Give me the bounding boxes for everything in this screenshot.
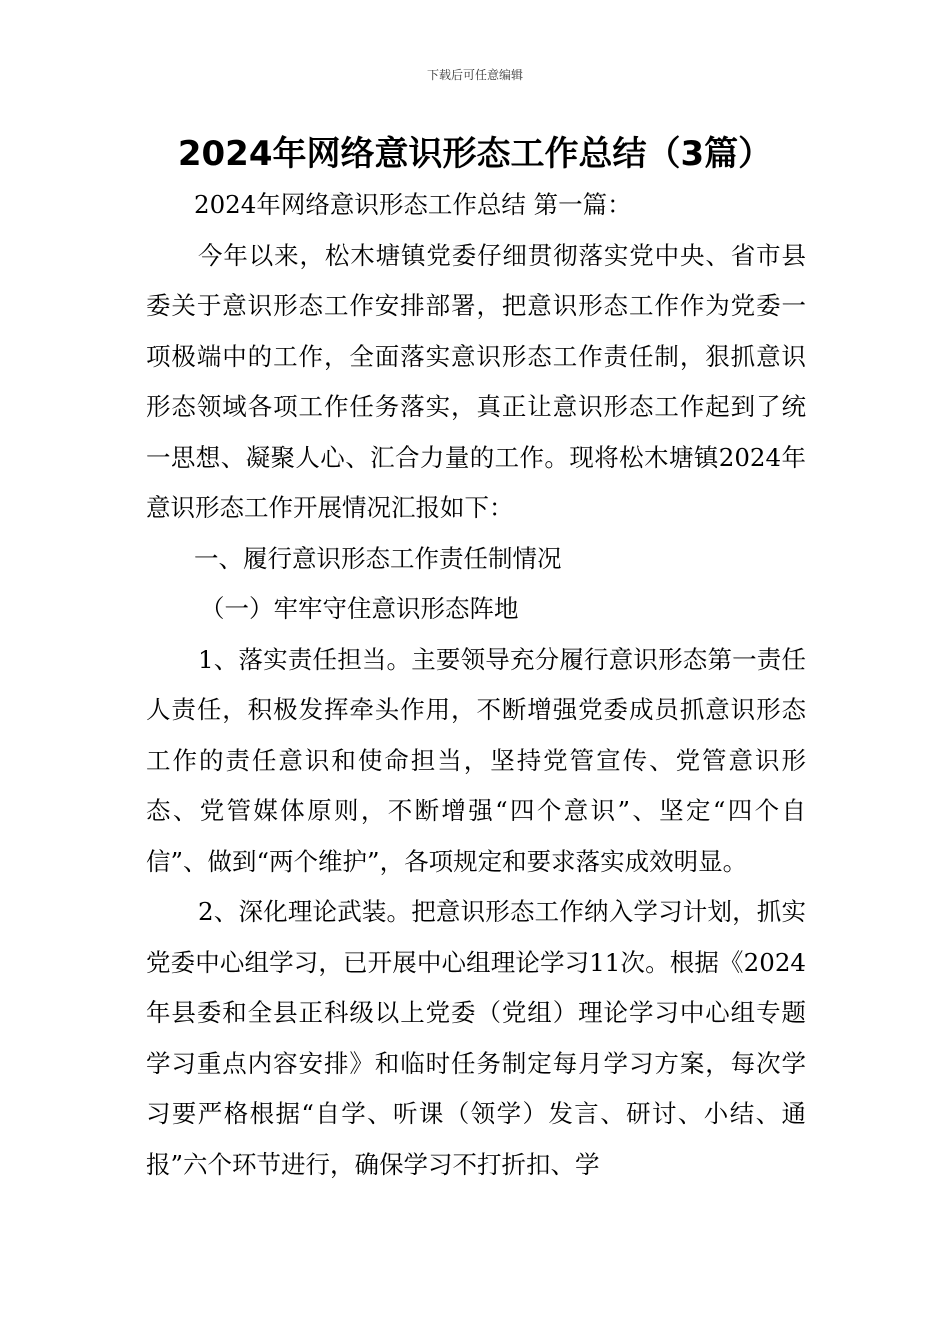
paragraph-item-2: 2、深化理论武装。把意识形态工作纳入学习计划，抓实党委中心组学习，已开展中心组理论学习11次。根据《2024年县委和全县正科级以上党委（党组）理论学习中心组专题学习重点内容安排》和临时任务制定每月学习方案，每次学习要严格根据“自学、听课（领学）发言、研讨、小结、通报”六个环节进行，确保学习不打折扣、学 (146, 897, 806, 1179)
section-subtitle: 2024年网络意识形态工作总结 第一篇： (194, 190, 632, 219)
paragraph-item-1: 1、落实责任担当。主要领导充分履行意识形态第一责任人责任，积极发挥牵头作用，不断增强党委成员抓意识形态工作的责任意识和使命担当，坚持党管宣传、党管意识形态、党管媒体原则，不断增强“四个意识”、坚定“四个自信”、做到“两个维护”，各项规定和要求落实成效明显。 (146, 644, 806, 876)
subsection-heading-1: （一）牢牢守住意识形态阵地 (200, 594, 519, 623)
section-heading-1: 一、履行意识形态工作责任制情况 (194, 543, 562, 573)
document-body (146, 180, 806, 1190)
page-header-note: 下载后可任意编辑 (426, 68, 523, 82)
document-title: 2024年网络意识形态工作总结（3篇） (177, 134, 773, 174)
paragraph-intro: 今年以来，松木塘镇党委仔细贯彻落实党中央、省市县委关于意识形态工作安排部署，把意识形态工作作为党委一项极端中的工作，全面落实意识形态工作责任制，狠抓意识形态领域各项工作任务落实，真正让意识形态工作起到了统一思想、凝聚人心、汇合力量的工作。现将松木塘镇2024年意识形态工作开展情况汇报如下： (146, 240, 806, 522)
